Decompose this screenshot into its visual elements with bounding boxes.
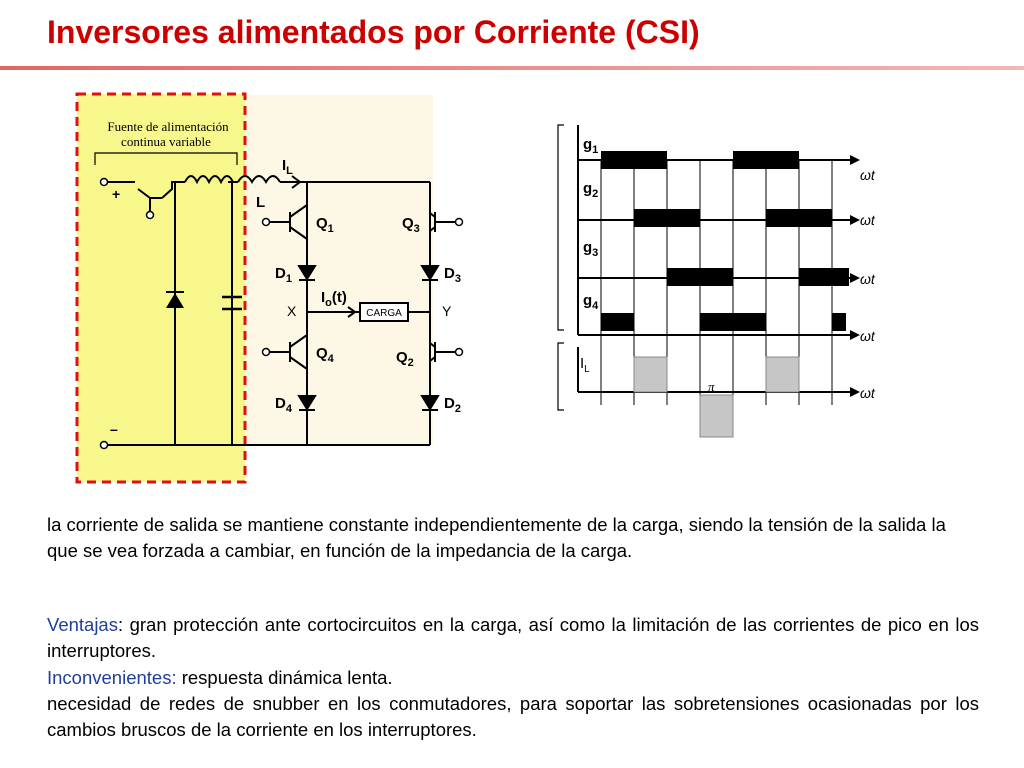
label-g1: $g_1$ <box>583 136 599 156</box>
label-g3: $g_3$ <box>583 239 599 259</box>
description-paragraph: la corriente de salida se mantiene constante independientemente de la carga, siendo la tensión de la salida la que se vea forzada a cambiar, en función de la impedancia de la carga. <box>47 514 946 562</box>
node-y-label: Y <box>442 303 452 319</box>
slide-title: Inversores alimentados por Corriente (CSI) <box>47 14 700 50</box>
current-label-IL: $I_L$ <box>282 157 293 177</box>
label-D3: $D_3$ <box>444 265 461 285</box>
disadvantages-label: Inconvenientes: <box>47 666 177 688</box>
snubber-text: necesidad de redes de snubber en los conmutadores, para soportar las sobretensiones ocasionadas por los cambios bruscos de la corriente en los interruptores. <box>47 692 979 741</box>
label-Q4: $Q_4$ <box>316 345 334 365</box>
supply-caption-line1: Fuente de alimentación <box>107 119 229 134</box>
omega-t-label-5: ωt <box>860 385 875 401</box>
csi-circuit-diagram <box>0 0 500 490</box>
supply-highlight-box <box>77 94 245 482</box>
signal-labels <box>580 136 599 375</box>
load-label: CARGA <box>366 308 402 319</box>
label-D4: $D_4$ <box>275 395 292 415</box>
advantages-label: Ventajas <box>47 614 118 635</box>
gate-pulses <box>601 151 849 331</box>
load-current-pulses <box>634 357 799 437</box>
omega-t-label-1: ωt <box>860 167 875 183</box>
pros-cons-block <box>47 612 979 743</box>
omega-t-labels <box>860 167 876 401</box>
advantages-text: : gran protección ante cortocircuitos en la carga, así como la limitación de las corrientes de pico en los interruptores. <box>47 614 979 662</box>
label-Q3: $Q_3$ <box>402 215 420 235</box>
node-x-label: X <box>287 303 297 319</box>
plus-sign: + <box>112 186 121 202</box>
label-IL: $I_L$ <box>580 355 590 375</box>
label-g2: $g_2$ <box>583 180 599 200</box>
pi-label: π <box>708 379 715 394</box>
supply-terminal-negative <box>101 442 108 449</box>
label-D1: $D_1$ <box>275 265 292 285</box>
supply-terminal-positive <box>101 179 108 186</box>
omega-t-label-3: ωt <box>860 271 875 287</box>
load-current-label: $I_o(t)$ <box>321 289 347 309</box>
label-g4: $g_4$ <box>583 292 599 312</box>
supply-caption-line2: continua variable <box>121 134 211 149</box>
axis-arrowheads <box>850 155 860 397</box>
switching-waveforms <box>550 115 890 445</box>
label-D2: $D_2$ <box>444 395 461 415</box>
omega-t-label-2: ωt <box>860 212 875 228</box>
omega-t-label-4: ωt <box>860 328 875 344</box>
switch-terminal <box>147 212 154 219</box>
minus-sign: – <box>110 421 118 437</box>
label-Q1: $Q_1$ <box>316 215 334 235</box>
label-Q2: $Q_2$ <box>396 349 414 369</box>
disadvantages-text: respuesta dinámica lenta. <box>176 666 393 688</box>
inductor-label: L <box>256 194 266 211</box>
